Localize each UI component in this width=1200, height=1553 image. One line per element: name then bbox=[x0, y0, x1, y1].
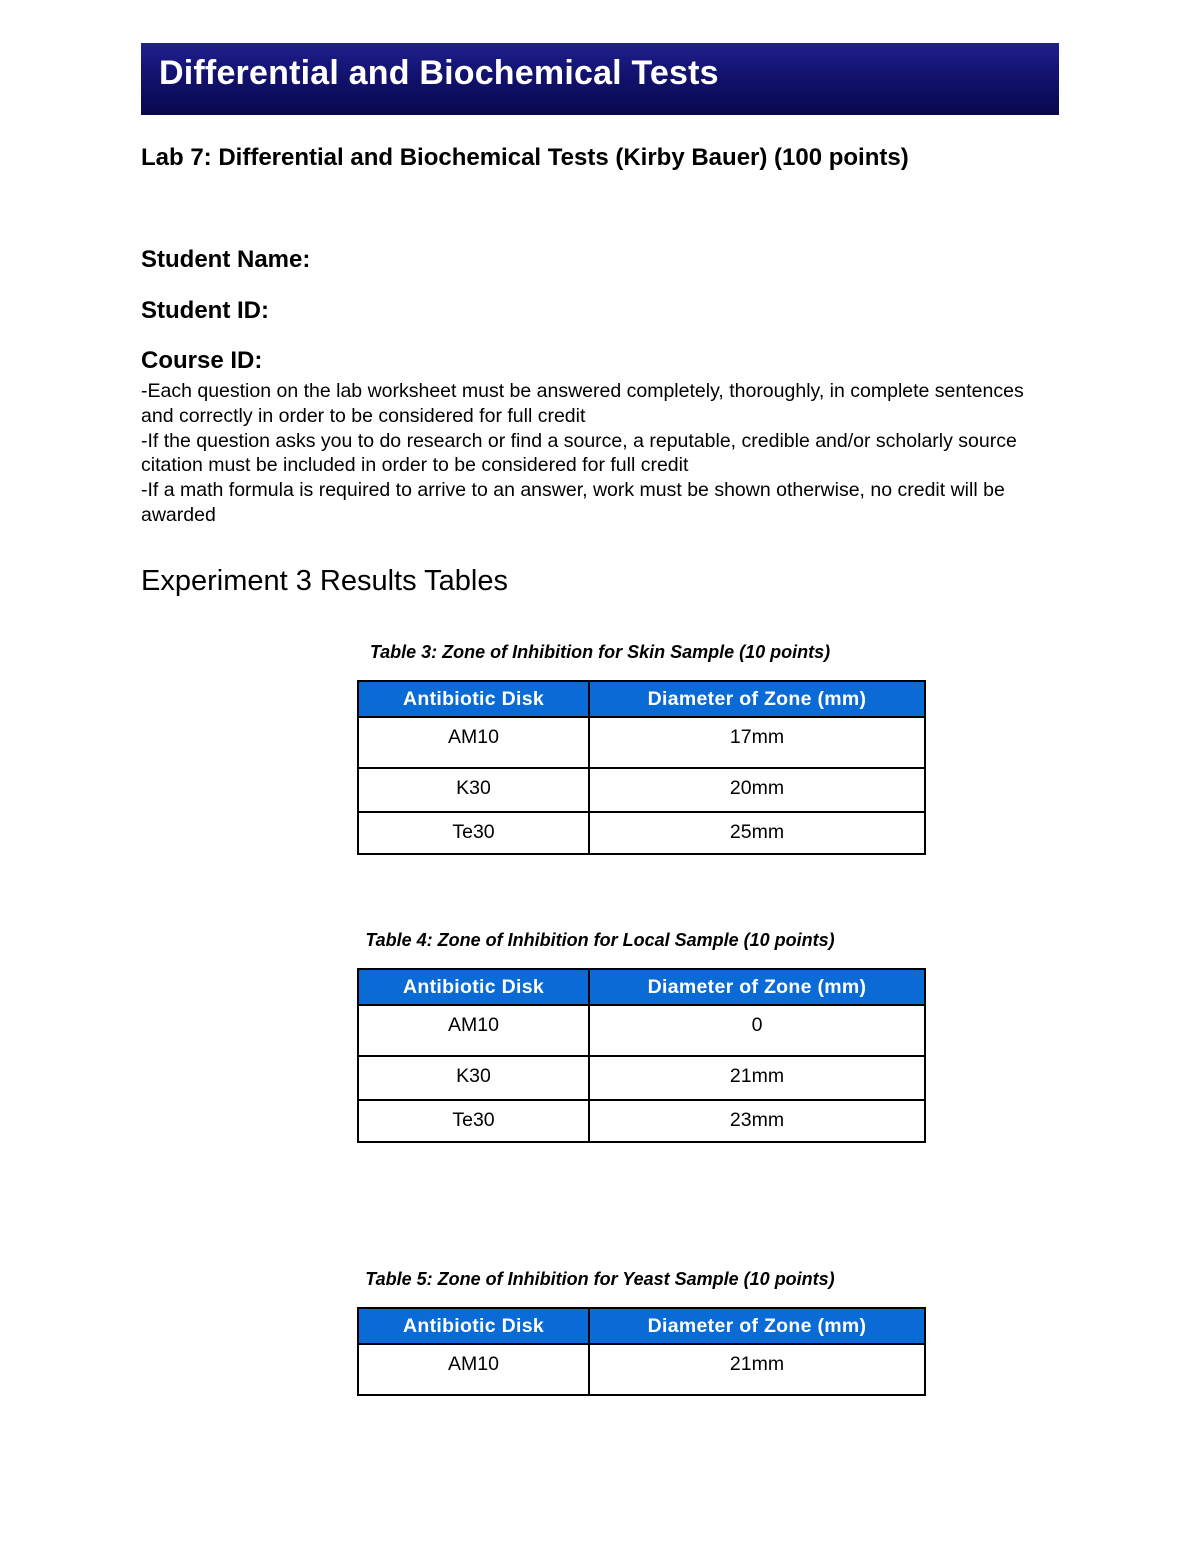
header-diameter: Diameter of Zone (mm) bbox=[589, 969, 925, 1005]
header-antibiotic-disk: Antibiotic Disk bbox=[358, 969, 589, 1005]
table-header-row bbox=[358, 681, 925, 717]
table-row bbox=[358, 717, 925, 768]
instruction-item: -If the question asks you to do research or find a source, a reputable, credible and/or scholarly source citation must be included in order to be considered for full credit bbox=[141, 429, 1017, 477]
table-row bbox=[358, 812, 925, 854]
table-cell: Te30 bbox=[358, 812, 589, 854]
table-4-caption: Table 4: Zone of Inhibition for Local Sample (10 points) bbox=[365, 930, 835, 950]
header-diameter: Diameter of Zone (mm) bbox=[589, 681, 925, 717]
table-4 bbox=[357, 968, 926, 1143]
table-cell: K30 bbox=[358, 1056, 589, 1100]
lab-title: Lab 7: Differential and Biochemical Tests (Kirby Bauer) (100 points) bbox=[141, 144, 909, 171]
table-cell: 21mm bbox=[589, 1344, 925, 1395]
table-cell: AM10 bbox=[358, 1005, 589, 1056]
table-cell: AM10 bbox=[358, 717, 589, 768]
table-row bbox=[358, 1005, 925, 1056]
table-cell: 0 bbox=[589, 1005, 925, 1056]
table-row bbox=[358, 1344, 925, 1395]
course-id-label: Course ID: bbox=[141, 347, 263, 374]
title-banner bbox=[141, 43, 1059, 115]
instruction-item: -If a math formula is required to arrive to an answer, work must be shown otherwise, no credit will be awarded bbox=[141, 479, 1005, 526]
table-cell: 17mm bbox=[589, 717, 925, 768]
table-cell: Te30 bbox=[358, 1100, 589, 1142]
table-5-caption: Table 5: Zone of Inhibition for Yeast Sample (10 points) bbox=[365, 1269, 835, 1289]
section-heading: Experiment 3 Results Tables bbox=[141, 565, 508, 597]
student-name-label: Student Name: bbox=[141, 246, 311, 273]
table-row bbox=[358, 768, 925, 812]
header-antibiotic-disk: Antibiotic Disk bbox=[358, 681, 589, 717]
table-cell: 21mm bbox=[589, 1056, 925, 1100]
table-row bbox=[358, 1100, 925, 1142]
instruction-item: -Each question on the lab worksheet must be answered completely, thoroughly, in complete sentences and correctly in order to be considered for full credit bbox=[141, 380, 1024, 427]
table-cell: 20mm bbox=[589, 768, 925, 812]
table-header-row bbox=[358, 969, 925, 1005]
table-cell: 23mm bbox=[589, 1100, 925, 1142]
table-3-caption: Table 3: Zone of Inhibition for Skin Sample (10 points) bbox=[369, 642, 831, 662]
table-5 bbox=[357, 1307, 926, 1396]
table-header-row bbox=[358, 1308, 925, 1344]
instructions bbox=[141, 379, 1051, 528]
table-row bbox=[358, 1056, 925, 1100]
table-3 bbox=[357, 680, 926, 855]
banner-title: Differential and Biochemical Tests bbox=[159, 54, 719, 92]
table-cell: K30 bbox=[358, 768, 589, 812]
student-id-label: Student ID: bbox=[141, 297, 269, 324]
header-diameter: Diameter of Zone (mm) bbox=[589, 1308, 925, 1344]
table-cell: AM10 bbox=[358, 1344, 589, 1395]
table-cell: 25mm bbox=[589, 812, 925, 854]
header-antibiotic-disk: Antibiotic Disk bbox=[358, 1308, 589, 1344]
